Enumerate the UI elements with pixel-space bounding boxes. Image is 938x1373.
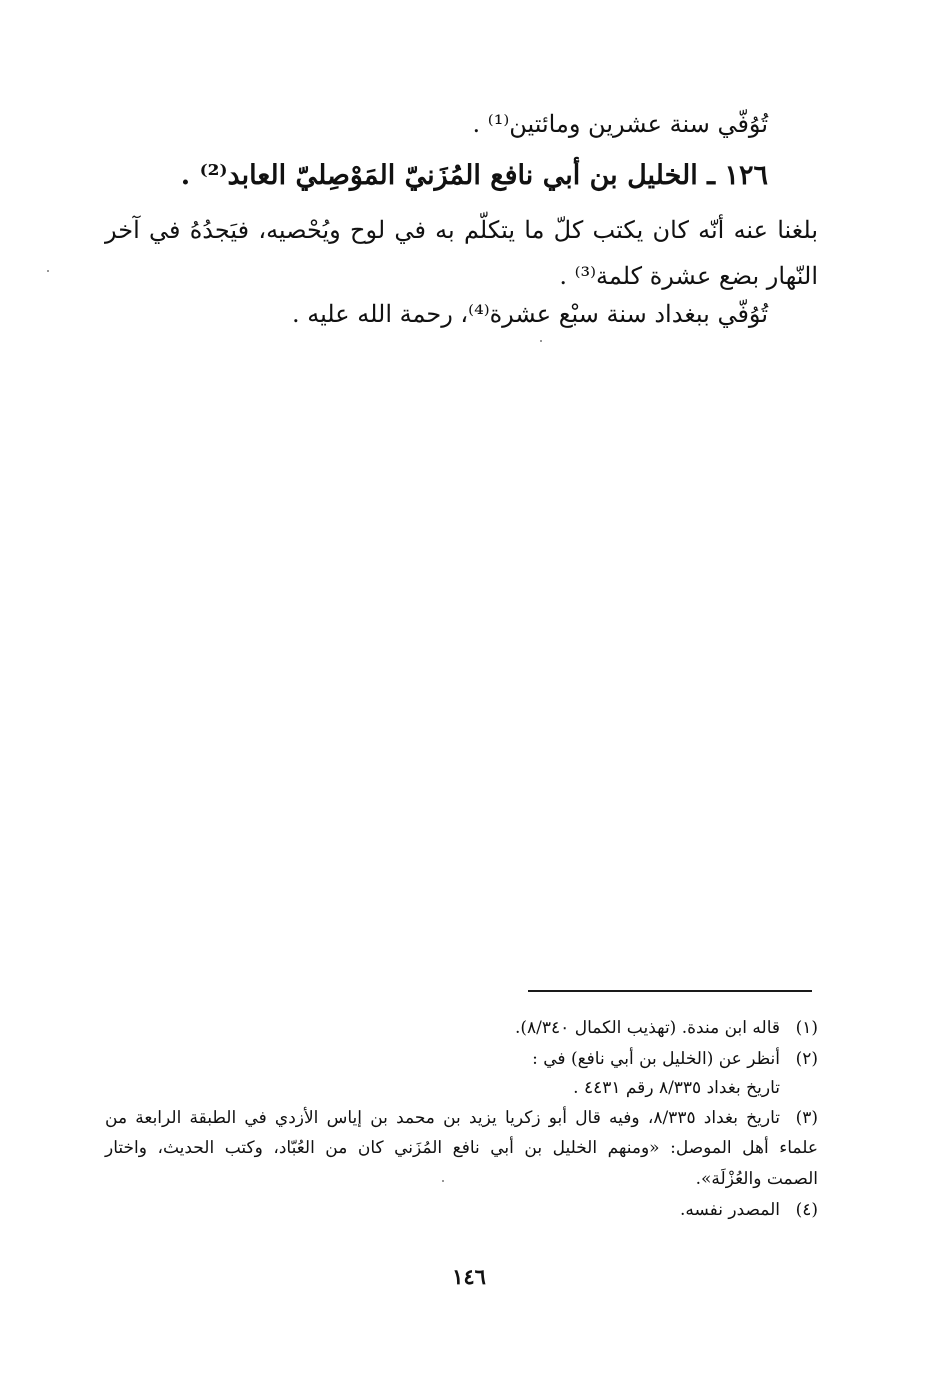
entry-heading-126: ١٢٦ ـ الخليل بن أبي نافع المُزَنيّ المَوْصِليّ العابد⁽²⁾ .	[180, 160, 768, 191]
footnote-separator	[528, 990, 812, 992]
scan-speck	[442, 1180, 444, 1182]
text-line-report-continued: النّهار بضع عشرة كلمة⁽³⁾ .	[559, 262, 818, 290]
footnote-2-text-continued: تاريخ بغداد ٨/٣٣٥ رقم ٤٤٣١ .	[573, 1078, 780, 1098]
text-line-report: بلغنا عنه أنّه كان يكتب كلّ ما يتكلّم به في لوح ويُحْصيه، فيَجدُهُ في آخر	[105, 216, 818, 244]
footnote-number-4: (٤)	[795, 1200, 818, 1220]
footnote-4-text: المصدر نفسه.	[679, 1200, 780, 1220]
text-line-death-place: تُوُفّي ببغداد سنة سبْع عشرة⁽⁴⁾، رحمة الله عليه .	[291, 300, 768, 328]
footnote-number-1: (١)	[795, 1018, 818, 1038]
footnote-number-2: (٢)	[795, 1049, 818, 1069]
footnote-1-text: قاله ابن مندة. (تهذيب الكمال ٨/٣٤٠).	[515, 1018, 780, 1038]
footnote-3-text: تاريخ بغداد ٨/٣٣٥، وفيه قال أبو زكريا يزيد بن محمد بن إياس الأزدي في الطبقة الرابعة من	[105, 1108, 780, 1128]
scan-speck	[540, 340, 542, 342]
scan-speck	[47, 270, 49, 272]
footnote-2-text: أنظر عن (الخليل بن أبي نافع) في :	[532, 1049, 780, 1069]
footnote-number-3: (٣)	[795, 1108, 818, 1128]
text-line-death-year: تُوُفّي سنة عشرين ومائتين⁽¹⁾ .	[472, 110, 768, 138]
page-number: ١٤٦	[452, 1264, 486, 1289]
footnote-3-text-continued: علماء أهل الموصل: «ومنهم الخليل بن أبي نافع المُزَني كان من العُبّاد، وكتب الحديث، واختار	[105, 1138, 818, 1158]
footnote-3-text-end: الصمت والعُزْلَة».	[695, 1169, 818, 1189]
